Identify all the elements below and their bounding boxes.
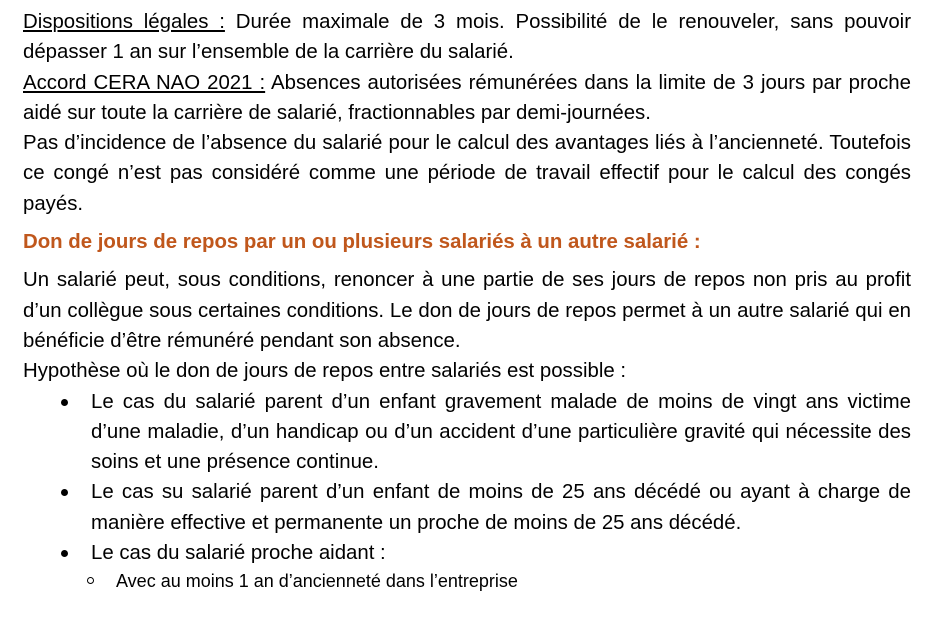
- legal-provisions-paragraph: [23, 7, 911, 68]
- legal-provisions-label: Dispositions légales :: [23, 11, 225, 33]
- cases-list: [23, 387, 911, 595]
- document-page: [23, 7, 911, 594]
- accord-text: Absences autorisées rémunérées dans la limite de 3 jours par proche aidé sur toute la carrière de salarié, fractionnables par demi-journées.: [23, 71, 911, 124]
- seniority-paragraph: Pas d’incidence de l’absence du salarié pour le calcul des avantages liés à l’ancienneté. Toutefois ce congé n’est pas considéré comme une période de travail effectif pour le calcul des congés payés.: [23, 132, 911, 215]
- list-item: Le cas du salarié parent d’un enfant gravement malade de moins de vingt ans victime d’une maladie, d’un handicap ou d’un accident d’une particulière gravité qui nécessite des soins et une présence continue.: [91, 387, 911, 478]
- legal-provisions-text: Durée maximale de 3 mois. Possibilité de le renouveler, sans pouvoir dépasser 1 an sur l’ensemble de la carrière du salarié.: [23, 11, 911, 64]
- list-item: Le cas su salarié parent d’un enfant de moins de 25 ans décédé ou ayant à charge de manière effective et permanente un proche de moins de 25 ans décédé.: [91, 477, 911, 538]
- list-item-text: Le cas du salarié proche aidant :: [91, 542, 386, 565]
- accord-label: Accord CERA NAO 2021 :: [23, 71, 266, 94]
- section-heading: Don de jours de repos par un ou plusieurs salariés à un autre salarié :: [23, 231, 701, 254]
- sub-list: [91, 568, 911, 594]
- accord-paragraph: [23, 68, 911, 129]
- don-paragraph: Un salarié peut, sous conditions, renoncer à une partie de ses jours de repos non pris au profit d’un collègue sous certaines conditions. Le don de jours de repos permet à un autre salarié qui en bénéficie d’être rémunéré pendant son absence.: [23, 269, 911, 352]
- hypothesis-intro: Hypothèse où le don de jours de repos entre salariés est possible :: [23, 360, 627, 383]
- list-item: [91, 538, 911, 594]
- sub-list-item: Avec au moins 1 an d’ancienneté dans l’entreprise: [116, 568, 911, 594]
